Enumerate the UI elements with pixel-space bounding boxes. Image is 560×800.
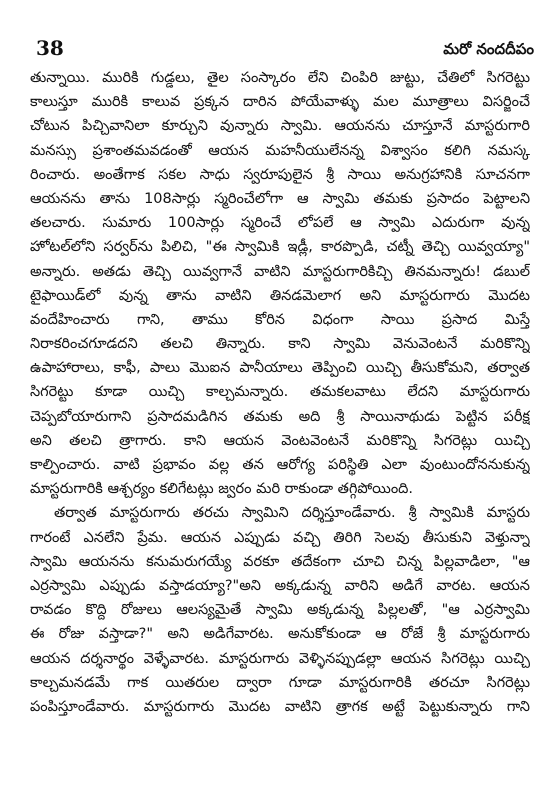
text-line: కాల్చమనడమే గాక యితరుల ద్వారా గూడా మాస్టరుగారికి తరచూ సిగరెట్లు	[30, 674, 530, 691]
paragraph	[30, 66, 530, 501]
page-number: 38	[36, 36, 64, 60]
text-line: హోటల్‌లోని సర్వర్‌ను పిలిచి, "ఈ స్వామికి ఇడ్లీ, కారప్పొడి, చట్నీ తెచ్చి యివ్వయ్యా"	[30, 239, 530, 256]
text-line: చెప్పబోయారుగాని ప్రసాదమడిగిన తమకు అది శ్రీ సాయినాథుడు పెట్టిన పరీక్ష	[30, 408, 530, 425]
text-line: కాలుస్తూ మురికి కాలువ ప్రక్కన దారిన పోయేవాళ్ళు మల మూత్రాలు విసర్జించే	[30, 94, 530, 111]
text-line: స్వామి ఆయనను కనుమరుగయ్యే వరకూ తదేకంగా చూచి చిన్న పిల్లవాడిలా, "ఆ	[30, 553, 530, 570]
text-line: మాస్టరుగారికి ఆశ్చర్యం కలిగేటట్లు జ్వరం మరి రాకుండా తగ్గిపోయింది.	[30, 481, 414, 498]
paragraph	[30, 501, 530, 719]
text-line: పంపిస్తూండేవారు. మాస్టరుగారు మొదట వాటిని త్రాగక అట్టే పెట్టుకున్నారు గాని	[30, 698, 530, 715]
running-title: మరో నందదీపం	[443, 40, 534, 58]
text-line: తర్వాత మాస్టరుగారు తరచు స్వామిని దర్శిస్తూండేవారు. శ్రీ స్వామికి మాస్టరు	[54, 505, 530, 522]
page-header	[36, 38, 534, 64]
text-line: మనస్సు ప్రశాంతమవడంతో ఆయన మహనీయులేనన్న విశ్వాసం కలిగి నమస్క	[30, 142, 530, 159]
text-line: తలచారు. సుమారు 100సార్లు స్మరించే లోపలే ఆ స్వామి ఎదురుగా వున్న	[30, 215, 530, 232]
text-line: నిరాకరించగూడదని తలచి తిన్నారు. కాని స్వామి వెనువెంటనే మరికొన్ని	[30, 336, 530, 353]
text-line: ఈ రోజు వస్తాడా?" అని అడిగేవారట. అనుకోకుండా ఆ రోజే శ్రీ మాస్టరుగారు	[30, 626, 530, 643]
text-line: ఉపాహారాలు, కాఫీ, పాలు మొఐన పానీయాలు తెప్పించి యిచ్చి తీసుకోమని, తర్వాత	[30, 360, 530, 377]
text-line: తున్నాయి. మురికి గుడ్డలు, తైల సంస్కారం లేని చింపిరి జుట్టు, చేతిలో సిగరెట్టు	[30, 70, 530, 86]
text-line: టైఫాయిడ్‌లో వున్న తాను వాటిని తినడమెలాగ అని మాస్టరుగారు మొదట	[30, 287, 530, 304]
text-line: సిగరెట్టు కూడా యిచ్చి కాల్చమన్నారు. తమకలవాటు లేదని మాస్టరుగారు	[30, 384, 530, 401]
text-line: చోటున పిచ్చివానిలా కూర్చుని వున్నారు స్వామి. ఆయనను చూస్తూనే మాస్టరుగారి	[30, 118, 530, 135]
text-line: అన్నారు. అతడు తెచ్చి యివ్వగానే వాటిని మాస్టరుగారికిచ్చి తినమన్నారు! డబుల్	[30, 263, 530, 280]
text-line: అని తలచి త్రాగారు. కాని ఆయన వెంటవెంటనే మరికొన్ని సిగరెట్లు యిచ్చి	[30, 432, 530, 449]
text-line: కాల్పించారు. వాటి ప్రభావం వల్ల తన ఆరోగ్య పరిస్థితి ఎలా వుంటుందోననుకున్న	[30, 457, 530, 473]
text-line: ఆయన దర్శనార్థం వెళ్ళేవారట. మాస్టరుగారు వెళ్ళినప్పుడల్లా ఆయన సిగరెట్లు యిచ్చి	[30, 650, 530, 667]
text-line: గారంటే ఎనలేని ప్రేమ. ఆయన ఎప్పుడు వచ్చి తిరిగి సెలవు తీసుకుని వెళ్తున్నా	[30, 529, 530, 546]
text-line: ఆయనను తాను 108సార్లు స్మరించేలోగా ఆ స్వామి తమకు ప్రసాదం పెట్టాలని	[30, 190, 530, 207]
text-line: వందేహించారు గాని, తాము కోరిన విధంగా సాయి ప్రసాద మిస్తే	[30, 311, 530, 328]
body-text	[30, 66, 530, 719]
text-line: రావడం కొద్ది రోజులు ఆలస్యమైతే స్వామి అక్కడున్న పిల్లలతో, "ఆ ఎర్రస్వామి	[30, 602, 530, 619]
text-line: రించారు. అంతేగాక సకల సాధు స్వరూపులైన శ్రీ సాయి అనుగ్రహానికి సూచనగా	[30, 166, 530, 183]
text-line: ఎర్రస్వామి ఎప్పుడు వస్తాడయ్యా?"అని అక్కడున్న వారిని అడిగే వారట. ఆయన	[30, 577, 530, 594]
